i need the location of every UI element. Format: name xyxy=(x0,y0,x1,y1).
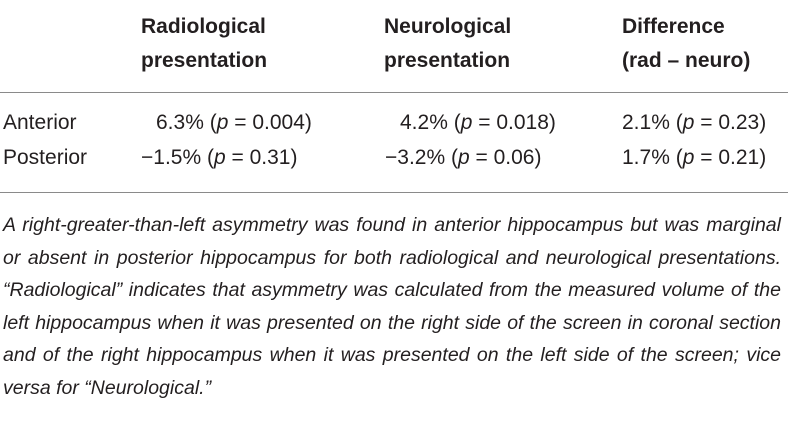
table-footnote: A right-greater-than-left asymmetry was found in anterior hippocampus but was marginal or absent in posterior hippocampus for both radiological and neurological presentations. “Radiological” indicates that asymmetry was calculated from the measured volume of the left hippocampus when it was presented on the right side of the screen in coronal section and of the right hippocampus when it was presented on the left side of the screen; vice versa for “Neurological.” xyxy=(3,214,781,399)
column-header-difference xyxy=(622,10,750,78)
table-cell: 1.7% (p = 0.21) xyxy=(622,146,767,169)
table-cell: 4.2% (p = 0.018) xyxy=(400,111,556,134)
table-cell: −3.2% (p = 0.06) xyxy=(385,146,542,169)
p-symbol: p xyxy=(682,111,695,134)
p-symbol: p xyxy=(457,146,470,169)
column-header-line2: (rad – neuro) xyxy=(622,49,751,72)
cell-value: −1.5% xyxy=(141,146,202,169)
p-value: 0.21 xyxy=(718,146,760,169)
cell-value: 6.3% xyxy=(156,111,204,134)
column-header-radiological xyxy=(141,10,267,78)
p-symbol: p xyxy=(682,146,695,169)
column-header-line1: Radiological xyxy=(141,15,266,38)
column-header-line2: presentation xyxy=(141,49,268,72)
table-cell: 6.3% (p = 0.004) xyxy=(156,111,312,134)
column-header-line1: Difference xyxy=(622,15,725,38)
footer-rule xyxy=(0,192,788,193)
cell-value: 4.2% xyxy=(400,111,448,134)
row-label-posterior: Posterior xyxy=(3,146,88,169)
table-cell: −1.5% (p = 0.31) xyxy=(141,146,298,169)
header-rule xyxy=(0,92,788,93)
p-value: 0.004 xyxy=(252,111,305,134)
cell-value: 1.7% xyxy=(622,146,670,169)
p-symbol: p xyxy=(213,146,226,169)
cell-value: 2.1% xyxy=(622,111,670,134)
p-value: 0.06 xyxy=(493,146,535,169)
p-value: 0.31 xyxy=(249,146,291,169)
p-value: 0.23 xyxy=(718,111,760,134)
column-header-neurological xyxy=(384,10,511,78)
p-symbol: p xyxy=(216,111,229,134)
p-symbol: p xyxy=(460,111,473,134)
column-header-line1: Neurological xyxy=(384,15,512,38)
column-header-line2: presentation xyxy=(384,49,511,72)
row-label-anterior: Anterior xyxy=(3,111,77,134)
table-cell: 2.1% (p = 0.23) xyxy=(622,111,767,134)
cell-value: −3.2% xyxy=(385,146,446,169)
p-value: 0.018 xyxy=(496,111,549,134)
